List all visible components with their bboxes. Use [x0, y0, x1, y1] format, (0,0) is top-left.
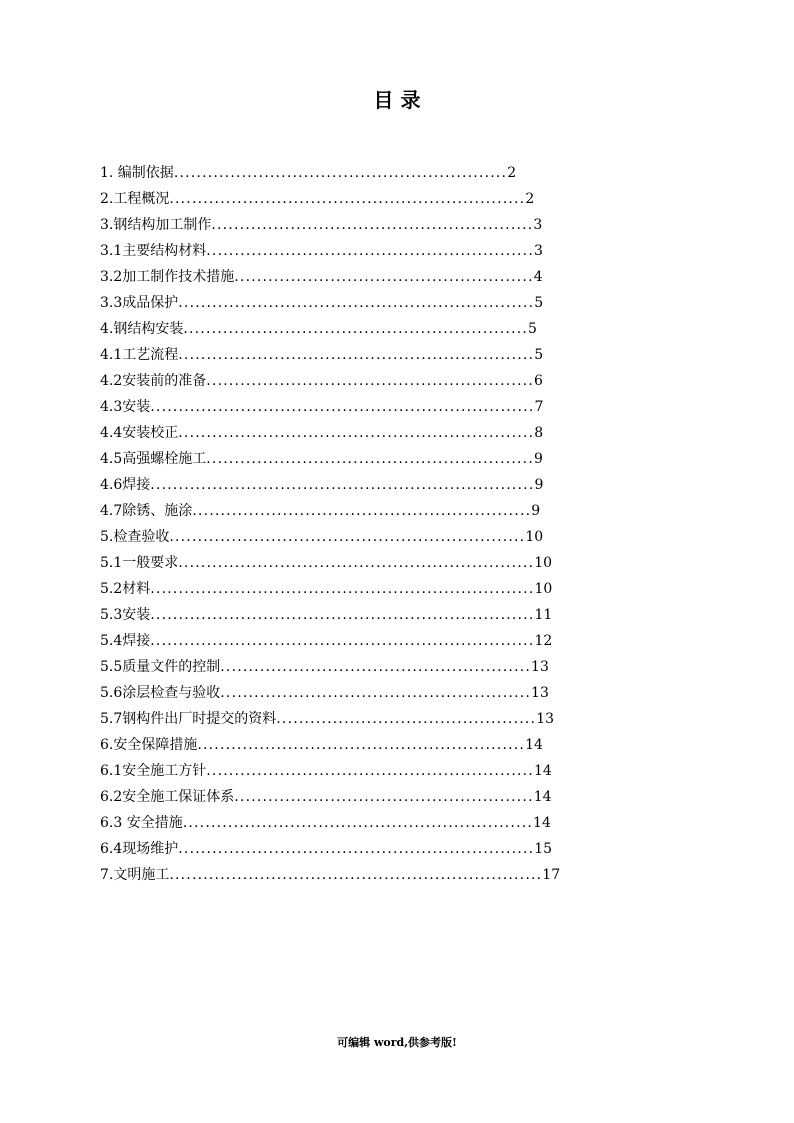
toc-page-number: 15	[534, 841, 553, 857]
toc-entry-label: 5.6涂层检查与验收	[100, 685, 221, 701]
toc-entry[interactable]	[100, 758, 720, 784]
toc-entry[interactable]	[100, 212, 720, 238]
toc-entry[interactable]	[100, 862, 720, 888]
toc-page-number: 9	[531, 503, 541, 519]
toc-leader-dots: ....................................................................	[150, 607, 535, 623]
toc-entry-label: 5.1一般要求	[100, 555, 179, 571]
toc-entry-label: 4.4安装校正	[100, 425, 179, 441]
toc-leader-dots: .............................................................	[183, 321, 529, 337]
toc-entry-label: 3.2加工制作技术措施	[100, 269, 235, 285]
toc-entry[interactable]	[100, 290, 720, 316]
toc-entry-label: 7.文明施工	[100, 867, 170, 883]
toc-leader-dots: .......................................................	[220, 659, 532, 675]
toc-page-number: 3	[533, 217, 543, 233]
toc-leader-dots: ..........................................................	[197, 737, 526, 753]
toc-page-number: 9	[533, 451, 543, 467]
toc-entry[interactable]	[100, 316, 720, 342]
toc-leader-dots: .....................................................	[234, 789, 534, 805]
toc-page-number: 3	[533, 243, 543, 259]
toc-page-number: 2	[507, 165, 517, 181]
toc-leader-dots: ...............................................................	[178, 295, 535, 311]
toc-entry[interactable]	[100, 186, 720, 212]
toc-page-number: 13	[536, 711, 555, 727]
toc-page-number: 14	[525, 737, 543, 753]
toc-leader-dots: ..............................................................	[182, 815, 534, 831]
toc-entry[interactable]	[100, 628, 720, 654]
toc-page-number: 5	[528, 321, 537, 337]
toc-entry-label: 4.钢结构安装	[100, 321, 184, 337]
toc-entry-label: 1. 编制依据	[100, 165, 174, 181]
toc-leader-dots: ....................................................................	[150, 581, 535, 597]
toc-page-number: 5	[534, 347, 544, 363]
toc-page-number: 12	[534, 633, 553, 649]
toc-entry[interactable]	[100, 160, 720, 186]
toc-entry-label: 5.3安装	[100, 607, 151, 623]
toc-entry[interactable]	[100, 784, 720, 810]
toc-entry[interactable]	[100, 576, 720, 602]
toc-entry-label: 5.4焊接	[100, 633, 151, 649]
toc-leader-dots: ...............................................................	[178, 347, 535, 363]
toc-entry-label: 6.安全保障措施	[100, 737, 198, 753]
page-title: 目 录	[373, 88, 421, 112]
toc-entry-label: 4.5高强螺栓施工	[100, 451, 207, 467]
toc-entry[interactable]	[100, 680, 720, 706]
toc-entry[interactable]	[100, 836, 720, 862]
toc-page-number: 4	[533, 269, 543, 285]
toc-entry[interactable]	[100, 472, 720, 498]
toc-entry[interactable]	[100, 550, 720, 576]
toc-entry-label: 4.7除锈、施涂	[100, 503, 193, 519]
toc-entry-label: 5.检查验收	[100, 529, 170, 545]
toc-leader-dots: ..................................................................	[169, 867, 543, 883]
toc-entry[interactable]	[100, 446, 720, 472]
toc-entry[interactable]	[100, 654, 720, 680]
toc-entry[interactable]	[100, 420, 720, 446]
toc-entry-label: 6.2安全施工保证体系	[100, 789, 235, 805]
toc-entry[interactable]	[100, 810, 720, 836]
toc-page-number: 13	[531, 659, 549, 675]
toc-entry-label: 3.3成品保护	[100, 295, 179, 311]
toc-leader-dots: ..............................................	[276, 711, 537, 727]
toc-entry[interactable]	[100, 368, 720, 394]
toc-entry-label: 6.4现场维护	[100, 841, 179, 857]
toc-leader-dots: ...............................................................	[178, 555, 535, 571]
toc-entry[interactable]	[100, 524, 720, 550]
toc-entry-label: 3.1主要结构材料	[100, 243, 207, 259]
toc-page-number: 7	[534, 399, 544, 415]
toc-page-number: 2	[525, 191, 535, 207]
toc-leader-dots: ....................................................................	[150, 633, 535, 649]
toc-entry-label: 5.2材料	[100, 581, 151, 597]
table-of-contents	[100, 160, 720, 888]
toc-page-number: 8	[534, 425, 544, 441]
toc-entry-label: 5.5质量文件的控制	[100, 659, 221, 675]
toc-page-number: 14	[533, 815, 551, 831]
toc-page-number: 14	[533, 763, 552, 779]
toc-leader-dots: ...............................................................	[178, 425, 535, 441]
toc-page-number: 6	[533, 373, 543, 389]
toc-entry-label: 2.工程概况	[100, 191, 170, 207]
toc-leader-dots: ...........................................................	[173, 165, 508, 181]
toc-page-number: 17	[542, 867, 561, 883]
toc-leader-dots: ..........................................................	[206, 763, 534, 779]
footer-note: 可编辑 word,供参考版!	[337, 1036, 457, 1049]
toc-page-number: 11	[534, 607, 553, 623]
toc-leader-dots: .........................................................	[211, 217, 534, 233]
toc-page-number: 9	[534, 477, 544, 493]
toc-page-number: 5	[534, 295, 544, 311]
toc-entry-label: 4.1工艺流程	[100, 347, 179, 363]
toc-entry-label: 5.7钢构件出厂时提交的资料	[100, 711, 277, 727]
toc-leader-dots: ............................................................	[192, 503, 532, 519]
toc-entry-label: 3.钢结构加工制作	[100, 217, 212, 233]
toc-entry[interactable]	[100, 238, 720, 264]
toc-leader-dots: ..........................................................	[206, 451, 534, 467]
toc-page-number: 14	[533, 789, 552, 805]
toc-leader-dots: .......................................................	[220, 685, 532, 701]
toc-leader-dots: ....................................................................	[150, 399, 535, 415]
toc-page-number: 10	[534, 555, 553, 571]
toc-leader-dots: ...............................................................	[169, 191, 526, 207]
toc-leader-dots: ..........................................................	[206, 373, 534, 389]
toc-entry[interactable]	[100, 732, 720, 758]
toc-entry-label: 6.1安全施工方针	[100, 763, 207, 779]
toc-leader-dots: .....................................................	[234, 269, 534, 285]
toc-entry[interactable]	[100, 498, 720, 524]
toc-entry[interactable]	[100, 602, 720, 628]
toc-entry-label: 6.3 安全措施	[100, 815, 183, 831]
toc-entry[interactable]	[100, 264, 720, 290]
toc-leader-dots: ..........................................................	[206, 243, 534, 259]
toc-entry-label: 4.2安装前的准备	[100, 373, 207, 389]
toc-entry[interactable]	[100, 342, 720, 368]
toc-leader-dots: ....................................................................	[150, 477, 535, 493]
toc-entry[interactable]	[100, 394, 720, 420]
toc-leader-dots: ...............................................................	[178, 841, 535, 857]
toc-entry-label: 4.3安装	[100, 399, 151, 415]
toc-entry-label: 4.6焊接	[100, 477, 151, 493]
toc-page-number: 10	[534, 581, 553, 597]
toc-page-number: 13	[531, 685, 549, 701]
toc-leader-dots: ...............................................................	[169, 529, 526, 545]
toc-page-number: 10	[525, 529, 544, 545]
toc-entry[interactable]	[100, 706, 720, 732]
